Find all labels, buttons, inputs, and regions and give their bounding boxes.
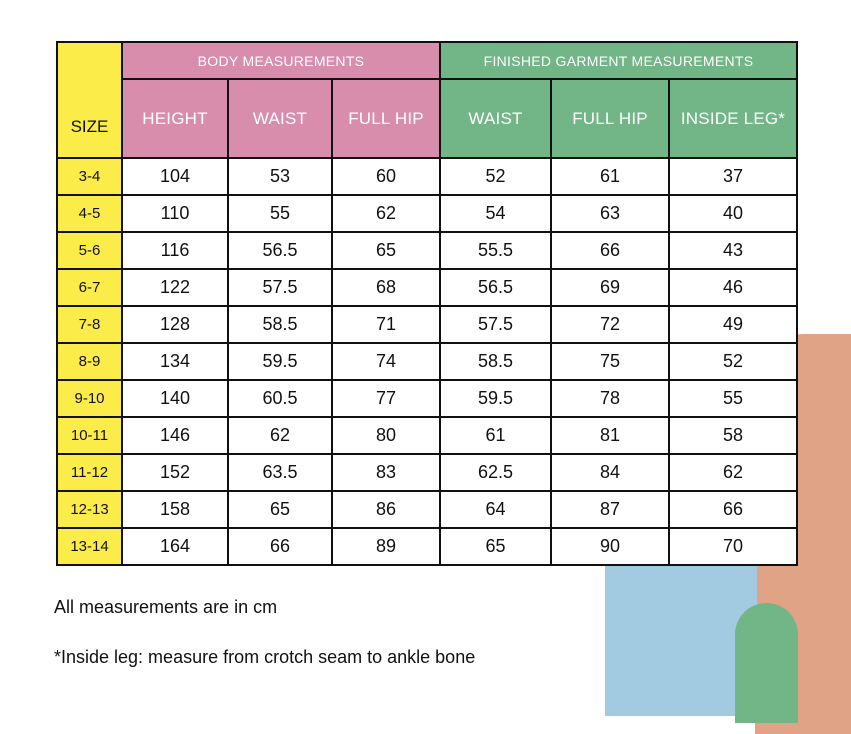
table-row [57, 232, 797, 269]
column-header-inside-leg: INSIDE LEG* [669, 79, 797, 158]
table-row [57, 306, 797, 343]
measurement-cell: 122 [122, 269, 228, 306]
measurement-cell: 116 [122, 232, 228, 269]
measurement-cell: 57.5 [440, 306, 551, 343]
measurement-cell: 128 [122, 306, 228, 343]
measurement-cell: 49 [669, 306, 797, 343]
size-cell: 4-5 [57, 195, 122, 232]
measurement-cell: 63.5 [228, 454, 332, 491]
size-cell: 13-14 [57, 528, 122, 565]
measurement-cell: 146 [122, 417, 228, 454]
measurement-cell: 158 [122, 491, 228, 528]
measurement-cell: 87 [551, 491, 669, 528]
measurement-cell: 78 [551, 380, 669, 417]
measurement-cell: 90 [551, 528, 669, 565]
measurement-cell: 66 [551, 232, 669, 269]
measurement-cell: 81 [551, 417, 669, 454]
size-cell: 10-11 [57, 417, 122, 454]
measurement-cell: 110 [122, 195, 228, 232]
measurement-cell: 62 [332, 195, 440, 232]
measurement-cell: 55.5 [440, 232, 551, 269]
column-header-body-waist: WAIST [228, 79, 332, 158]
table-row [57, 491, 797, 528]
size-chart-table [56, 41, 798, 566]
table-row [57, 380, 797, 417]
size-cell: 3-4 [57, 158, 122, 195]
size-cell: 6-7 [57, 269, 122, 306]
measurement-cell: 62 [228, 417, 332, 454]
measurement-cell: 84 [551, 454, 669, 491]
measurement-cell: 66 [669, 491, 797, 528]
measurement-cell: 75 [551, 343, 669, 380]
measurement-cell: 104 [122, 158, 228, 195]
measurement-cell: 63 [551, 195, 669, 232]
column-header-body-full-hip: FULL HIP [332, 79, 440, 158]
table-body [57, 158, 797, 565]
measurement-cell: 70 [669, 528, 797, 565]
measurement-cell: 71 [332, 306, 440, 343]
table-row [57, 195, 797, 232]
measurement-cell: 43 [669, 232, 797, 269]
measurement-cell: 46 [669, 269, 797, 306]
measurement-cell: 152 [122, 454, 228, 491]
measurement-cell: 54 [440, 195, 551, 232]
measurement-cell: 59.5 [228, 343, 332, 380]
measurement-cell: 69 [551, 269, 669, 306]
measurement-cell: 61 [551, 158, 669, 195]
measurement-cell: 83 [332, 454, 440, 491]
measurement-cell: 57.5 [228, 269, 332, 306]
inside-leg-footnote: *Inside leg: measure from crotch seam to ankle bone [54, 647, 476, 667]
size-cell: 5-6 [57, 232, 122, 269]
measurement-cell: 72 [551, 306, 669, 343]
table-row [57, 417, 797, 454]
measurement-cell: 37 [669, 158, 797, 195]
measurement-cell: 65 [228, 491, 332, 528]
column-header-garment-full-hip: FULL HIP [551, 79, 669, 158]
size-column-header: SIZE [57, 42, 122, 158]
table-row [57, 158, 797, 195]
table-row [57, 269, 797, 306]
measurement-cell: 86 [332, 491, 440, 528]
measurement-cell: 55 [228, 195, 332, 232]
measurement-cell: 58.5 [440, 343, 551, 380]
measurement-cell: 55 [669, 380, 797, 417]
size-cell: 8-9 [57, 343, 122, 380]
measurement-cell: 64 [440, 491, 551, 528]
measurement-cell: 65 [332, 232, 440, 269]
column-header-garment-waist: WAIST [440, 79, 551, 158]
measurement-cell: 52 [440, 158, 551, 195]
table-row [57, 528, 797, 565]
measurement-cell: 164 [122, 528, 228, 565]
measurement-cell: 60.5 [228, 380, 332, 417]
measurement-cell: 80 [332, 417, 440, 454]
measurement-cell: 56.5 [228, 232, 332, 269]
decorative-green-shape [735, 603, 798, 723]
measurement-cell: 52 [669, 343, 797, 380]
measurement-cell: 58 [669, 417, 797, 454]
measurement-cell: 66 [228, 528, 332, 565]
measurement-cell: 58.5 [228, 306, 332, 343]
measurement-cell: 59.5 [440, 380, 551, 417]
measurement-cell: 89 [332, 528, 440, 565]
measurement-cell: 60 [332, 158, 440, 195]
table-row [57, 343, 797, 380]
measurement-cell: 40 [669, 195, 797, 232]
measurement-cell: 62 [669, 454, 797, 491]
measurement-cell: 140 [122, 380, 228, 417]
table-row [57, 454, 797, 491]
garment-measurements-header: FINISHED GARMENT MEASUREMENTS [440, 42, 797, 79]
measurement-cell: 62.5 [440, 454, 551, 491]
measurement-cell: 74 [332, 343, 440, 380]
measurement-cell: 61 [440, 417, 551, 454]
size-cell: 9-10 [57, 380, 122, 417]
measurement-cell: 134 [122, 343, 228, 380]
column-header-height: HEIGHT [122, 79, 228, 158]
units-note: All measurements are in cm [54, 597, 278, 617]
measurement-cell: 77 [332, 380, 440, 417]
size-cell: 11-12 [57, 454, 122, 491]
size-cell: 7-8 [57, 306, 122, 343]
body-measurements-header: BODY MEASUREMENTS [122, 42, 440, 79]
measurement-cell: 56.5 [440, 269, 551, 306]
size-cell: 12-13 [57, 491, 122, 528]
measurement-cell: 68 [332, 269, 440, 306]
measurement-cell: 65 [440, 528, 551, 565]
measurement-cell: 53 [228, 158, 332, 195]
